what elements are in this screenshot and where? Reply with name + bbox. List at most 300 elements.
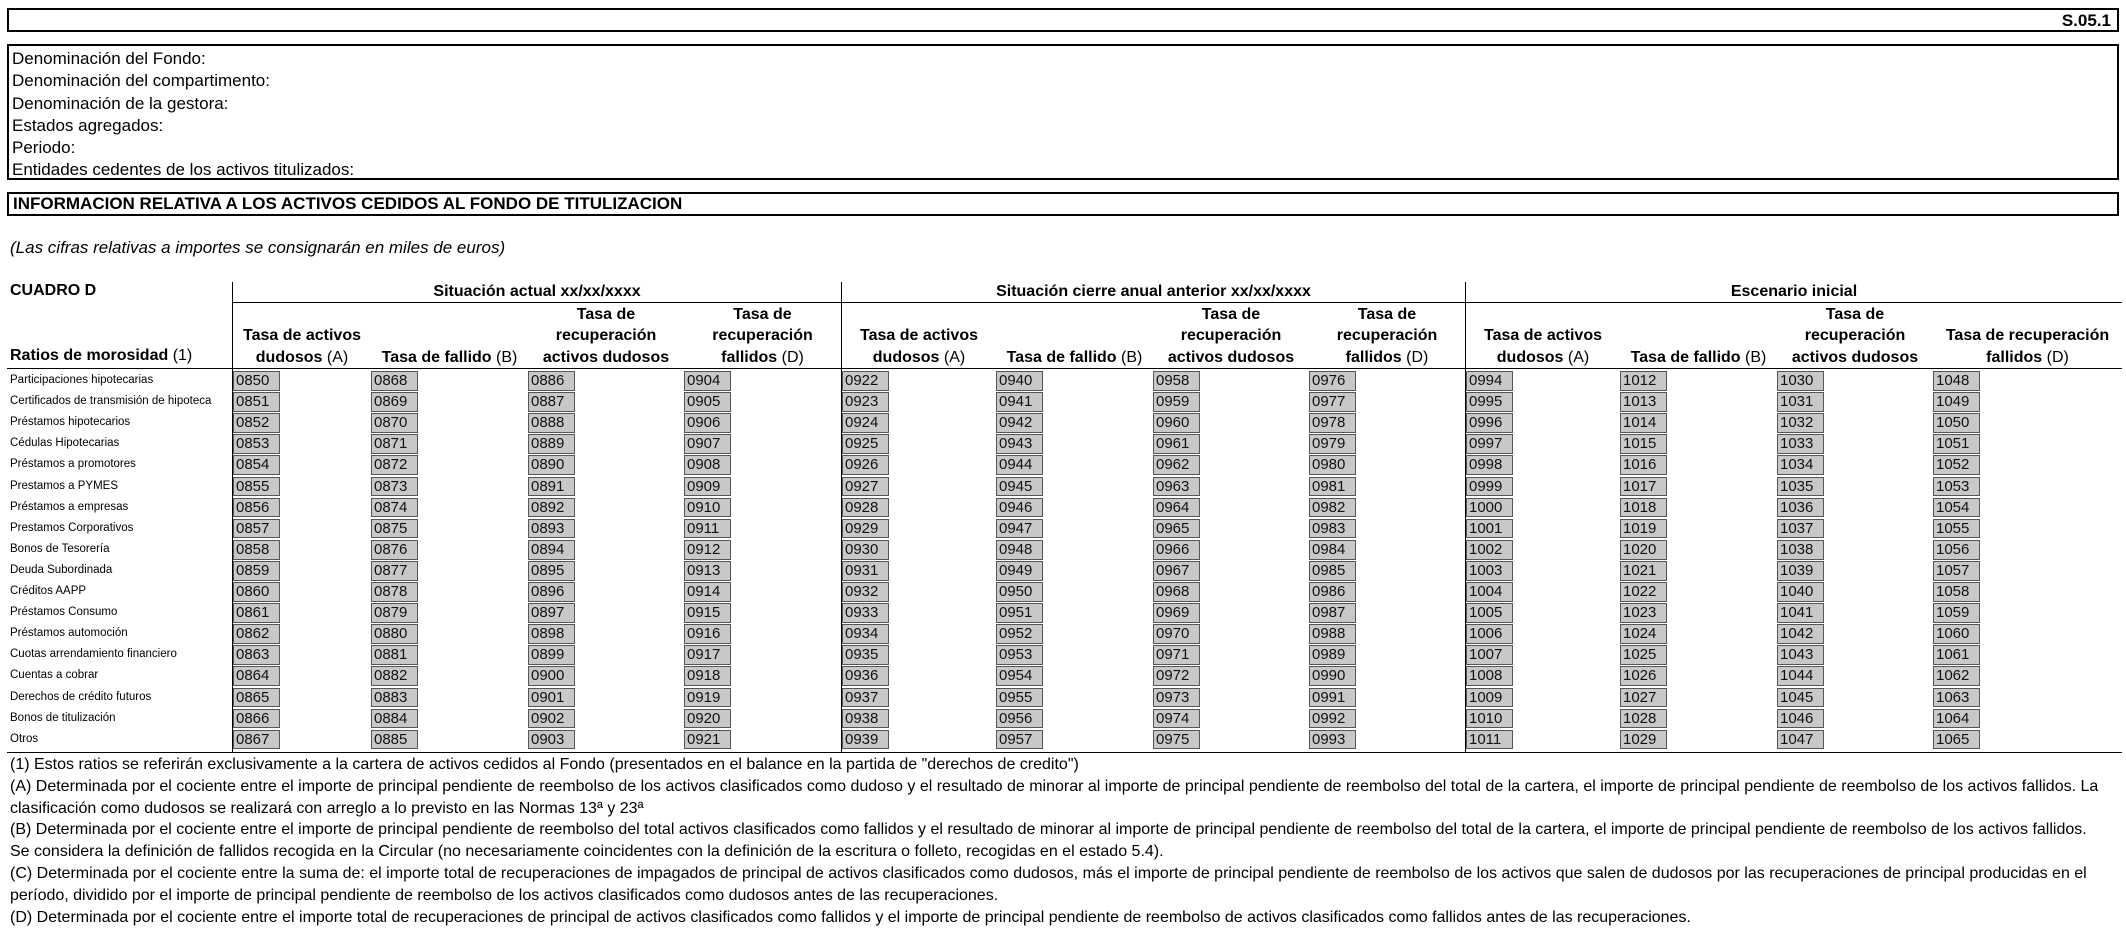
column-header bbox=[1153, 304, 1309, 369]
code-cell[interactable]: 0949 bbox=[996, 561, 1043, 581]
code-cell[interactable]: 0964 bbox=[1153, 498, 1200, 518]
code-cell[interactable]: 0945 bbox=[996, 477, 1043, 497]
column-header-line bbox=[371, 347, 528, 369]
code-cell[interactable]: 0951 bbox=[996, 603, 1043, 623]
code-cell[interactable]: 0892 bbox=[528, 498, 575, 518]
code-cell[interactable]: 0853 bbox=[233, 434, 280, 454]
code-cell[interactable]: 0989 bbox=[1309, 645, 1356, 665]
code-cell[interactable]: 0957 bbox=[996, 730, 1043, 750]
code-cell[interactable]: 1038 bbox=[1777, 540, 1824, 560]
code-cell[interactable]: 1041 bbox=[1777, 603, 1824, 623]
code-cell[interactable]: 0918 bbox=[684, 666, 731, 686]
code-cell[interactable]: 0865 bbox=[233, 688, 280, 708]
code-cell[interactable]: 0870 bbox=[371, 413, 418, 433]
code-cell[interactable]: 0889 bbox=[528, 434, 575, 454]
column-header-line: recuperación bbox=[555, 327, 657, 344]
code-cell[interactable]: 1029 bbox=[1620, 730, 1667, 750]
code-cell[interactable]: 0972 bbox=[1153, 666, 1200, 686]
code-cell[interactable]: 0891 bbox=[528, 477, 575, 497]
code-cell[interactable]: 0968 bbox=[1153, 582, 1200, 602]
code-cell[interactable]: 0860 bbox=[233, 582, 280, 602]
row-label: Derechos de crédito futuros bbox=[10, 690, 152, 703]
code-cell[interactable]: 1014 bbox=[1620, 413, 1667, 433]
code-cell[interactable]: 1049 bbox=[1933, 392, 1980, 412]
row-label: Cuotas arrendamiento financiero bbox=[10, 648, 177, 661]
code-cell[interactable]: 0996 bbox=[1466, 413, 1513, 433]
code-cell[interactable]: 0909 bbox=[684, 477, 731, 497]
footnote-a: (A) Determinada por el cociente entre el importe de principal pendiente de reembolso de los activos clasificados como dudoso y el resultado de minorar al importe de principal pendiente de reembolso del total de la cartera, el importe de principal pendiente de reembolso de los activos fallidos. La clasificación como dudosos se realizará con arreglo a lo previsto en las Normas 13ª y 23ª bbox=[10, 777, 2099, 817]
code-cell[interactable]: 0976 bbox=[1309, 371, 1356, 391]
code-cell[interactable]: 1017 bbox=[1620, 477, 1667, 497]
column-header-line bbox=[996, 347, 1153, 369]
column-header-line bbox=[1309, 347, 1465, 369]
code-cell[interactable]: 1022 bbox=[1620, 582, 1667, 602]
column-header-line bbox=[233, 347, 371, 369]
cuadro-label: CUADRO D bbox=[10, 282, 97, 299]
column-header-text: activos dudosos bbox=[542, 348, 670, 366]
column-header-ref: (D) bbox=[781, 348, 804, 366]
column-header-line: recuperación bbox=[1336, 327, 1438, 344]
code-cell[interactable]: 1023 bbox=[1620, 603, 1667, 623]
code-cell[interactable]: 1040 bbox=[1777, 582, 1824, 602]
code-cell[interactable]: 0874 bbox=[371, 498, 418, 518]
column-header bbox=[1777, 304, 1933, 369]
column-header-line: Tasa de bbox=[1357, 305, 1417, 323]
code-cell[interactable]: 1002 bbox=[1466, 540, 1513, 560]
code-cell[interactable]: 0979 bbox=[1309, 434, 1356, 454]
code-cell[interactable]: 1032 bbox=[1777, 413, 1824, 433]
column-header-line: recuperación bbox=[1180, 327, 1282, 344]
code-cell[interactable]: 1016 bbox=[1620, 455, 1667, 475]
code-cell[interactable]: 0998 bbox=[1466, 455, 1513, 475]
code-cell[interactable]: 0944 bbox=[996, 455, 1043, 475]
code-cell[interactable]: 1035 bbox=[1777, 477, 1824, 497]
code-cell[interactable]: 1004 bbox=[1466, 582, 1513, 602]
code-cell[interactable]: 0987 bbox=[1309, 603, 1356, 623]
section-title: INFORMACION RELATIVA A LOS ACTIVOS CEDIDOS AL FONDO DE TITULIZACION bbox=[7, 192, 2119, 216]
code-cell[interactable]: 0857 bbox=[233, 519, 280, 539]
code-cell[interactable]: 0921 bbox=[684, 730, 731, 750]
code-cell[interactable]: 0885 bbox=[371, 730, 418, 750]
code-cell[interactable]: 0999 bbox=[1466, 477, 1513, 497]
code-cell[interactable]: 1046 bbox=[1777, 709, 1824, 729]
code-cell[interactable]: 0859 bbox=[233, 561, 280, 581]
code-cell[interactable]: 0978 bbox=[1309, 413, 1356, 433]
code-cell[interactable]: 0988 bbox=[1309, 624, 1356, 644]
code-cell[interactable]: 1019 bbox=[1620, 519, 1667, 539]
form-code-box bbox=[7, 8, 2119, 32]
footnote-c: (C) Determinada por el cociente entre la suma de: el importe total de recuperaciones de impagados de principal de activos clasificados como dudosos, más el importe de principal pendiente de reembolso de los activos que salen de dudosos por las recuperaciones de principal producidas en el período, dividido por el importe de principal pendiente de reembolso de los activos clasificados como dudosos antes de las recuperaciones. bbox=[10, 864, 2087, 904]
code-cell[interactable]: 0905 bbox=[684, 392, 731, 412]
code-cell[interactable]: 1060 bbox=[1933, 624, 1980, 644]
info-compartment: Denominación del compartimento: bbox=[12, 71, 270, 91]
code-cell[interactable]: 0984 bbox=[1309, 540, 1356, 560]
column-header-ref: (B) bbox=[1121, 348, 1143, 366]
code-cell[interactable]: 0952 bbox=[996, 624, 1043, 644]
group-title-inicial: Escenario inicial bbox=[1730, 283, 1858, 300]
code-cell[interactable]: 0923 bbox=[842, 392, 889, 412]
code-cell[interactable]: 1020 bbox=[1620, 540, 1667, 560]
code-cell[interactable]: 0907 bbox=[684, 434, 731, 454]
code-cell[interactable]: 1051 bbox=[1933, 434, 1980, 454]
column-header-text: Tasa de fallido bbox=[381, 348, 492, 366]
code-cell[interactable]: 1043 bbox=[1777, 645, 1824, 665]
column-header-line: recuperación bbox=[712, 327, 813, 344]
code-cell[interactable]: 0912 bbox=[684, 540, 731, 560]
code-cell[interactable]: 1058 bbox=[1933, 582, 1980, 602]
column-header-text: fallidos bbox=[721, 348, 778, 366]
code-cell[interactable]: 1033 bbox=[1777, 434, 1824, 454]
column-header bbox=[842, 325, 996, 368]
code-cell[interactable]: 0852 bbox=[233, 413, 280, 433]
code-cell[interactable]: 0880 bbox=[371, 624, 418, 644]
code-cell[interactable]: 1062 bbox=[1933, 666, 1980, 686]
column-header-text: Tasa de fallido bbox=[1630, 348, 1741, 366]
column-header-text: Tasa de fallido bbox=[1006, 348, 1117, 366]
code-cell[interactable]: 1028 bbox=[1620, 709, 1667, 729]
code-cell[interactable]: 1056 bbox=[1933, 540, 1980, 560]
amounts-note: (Las cifras relativas a importes se consignarán en miles de euros) bbox=[10, 238, 506, 257]
column-header-line bbox=[684, 347, 841, 369]
column-header bbox=[996, 347, 1153, 369]
code-cell[interactable]: 0915 bbox=[684, 603, 731, 623]
code-cell[interactable]: 0924 bbox=[842, 413, 889, 433]
code-cell[interactable]: 0943 bbox=[996, 434, 1043, 454]
row-label: Bonos de titulización bbox=[10, 711, 116, 724]
code-cell[interactable]: 0911 bbox=[684, 519, 731, 539]
column-header bbox=[1933, 325, 2122, 368]
code-cell[interactable]: 0950 bbox=[996, 582, 1043, 602]
column-header-line: Tasa de bbox=[1201, 305, 1261, 323]
code-cell[interactable]: 0903 bbox=[528, 730, 575, 750]
code-cell[interactable]: 0917 bbox=[684, 645, 731, 665]
row-label: Préstamos a empresas bbox=[10, 500, 129, 513]
code-cell[interactable]: 1057 bbox=[1933, 561, 1980, 581]
info-manager: Denominación de la gestora: bbox=[12, 93, 229, 113]
column-header-line bbox=[1620, 347, 1777, 369]
code-cell[interactable]: 0962 bbox=[1153, 455, 1200, 475]
code-cell[interactable]: 0969 bbox=[1153, 603, 1200, 623]
code-cell[interactable]: 1055 bbox=[1933, 519, 1980, 539]
code-cell[interactable]: 0963 bbox=[1153, 477, 1200, 497]
column-header-text: dudosos bbox=[255, 348, 323, 366]
code-cell[interactable]: 1025 bbox=[1620, 645, 1667, 665]
code-cell[interactable]: 1021 bbox=[1620, 561, 1667, 581]
form-code: S.05.1 bbox=[2061, 11, 2111, 30]
code-cell[interactable]: 0938 bbox=[842, 709, 889, 729]
code-cell[interactable]: 1064 bbox=[1933, 709, 1980, 729]
info-fund-name: Denominación del Fondo: bbox=[12, 49, 206, 68]
column-header-line: Tasa de activos bbox=[243, 327, 361, 344]
row-label: Participaciones hipotecarias bbox=[10, 374, 154, 386]
code-cell[interactable]: 0942 bbox=[996, 413, 1043, 433]
code-cell[interactable]: 0939 bbox=[842, 730, 889, 750]
code-cell[interactable]: 0994 bbox=[1466, 371, 1513, 391]
code-cell[interactable]: 0920 bbox=[684, 709, 731, 729]
row-label: Préstamos a promotores bbox=[10, 458, 136, 471]
code-cell[interactable]: 0954 bbox=[996, 666, 1043, 686]
code-cell[interactable]: 0898 bbox=[528, 624, 575, 644]
code-cell[interactable]: 0960 bbox=[1153, 413, 1200, 433]
code-cell[interactable]: 0899 bbox=[528, 645, 575, 665]
code-cell[interactable]: 1003 bbox=[1466, 561, 1513, 581]
code-cell[interactable]: 0922 bbox=[842, 371, 889, 391]
code-cell[interactable]: 0947 bbox=[996, 519, 1043, 539]
code-cell[interactable]: 0932 bbox=[842, 582, 889, 602]
column-header-line bbox=[1153, 347, 1309, 369]
code-cell[interactable]: 0896 bbox=[528, 582, 575, 602]
code-cell[interactable]: 1065 bbox=[1933, 730, 1980, 750]
row-label: Préstamos Consumo bbox=[10, 606, 118, 619]
code-cell[interactable]: 0934 bbox=[842, 624, 889, 644]
code-cell[interactable]: 0910 bbox=[684, 498, 731, 518]
column-header-text: activos dudosos bbox=[1791, 348, 1919, 366]
column-header bbox=[1620, 347, 1777, 369]
code-cell[interactable]: 0926 bbox=[842, 455, 889, 475]
code-cell[interactable]: 0961 bbox=[1153, 434, 1200, 454]
code-cell[interactable]: 1061 bbox=[1933, 645, 1980, 665]
code-cell[interactable]: 0897 bbox=[528, 603, 575, 623]
code-cell[interactable]: 0956 bbox=[996, 709, 1043, 729]
code-cell[interactable]: 1034 bbox=[1777, 455, 1824, 475]
row-label: Préstamos hipotecarios bbox=[10, 416, 131, 429]
code-cell[interactable]: 0967 bbox=[1153, 561, 1200, 581]
code-cell[interactable]: 0893 bbox=[528, 519, 575, 539]
code-cell[interactable]: 1052 bbox=[1933, 455, 1980, 475]
column-header-line: Tasa de bbox=[576, 305, 636, 323]
code-cell[interactable]: 1036 bbox=[1777, 498, 1824, 518]
row-label: Certificados de transmisión de hipoteca bbox=[10, 395, 212, 408]
code-cell[interactable]: 1027 bbox=[1620, 688, 1667, 708]
column-header-line: Tasa de bbox=[733, 305, 792, 323]
code-cell[interactable]: 1012 bbox=[1620, 371, 1667, 391]
column-header-line: Tasa de recuperación bbox=[1945, 327, 2110, 344]
code-cell[interactable]: 0937 bbox=[842, 688, 889, 708]
code-cell[interactable]: 1047 bbox=[1777, 730, 1824, 750]
code-cell[interactable]: 0906 bbox=[684, 413, 731, 433]
code-cell[interactable]: 0881 bbox=[371, 645, 418, 665]
code-cell[interactable]: 0876 bbox=[371, 540, 418, 560]
code-cell[interactable]: 0887 bbox=[528, 392, 575, 412]
code-cell[interactable]: 0919 bbox=[684, 688, 731, 708]
code-cell[interactable]: 0890 bbox=[528, 455, 575, 475]
column-header-ref: (A) bbox=[1567, 348, 1590, 366]
code-cell[interactable]: 0990 bbox=[1309, 666, 1356, 686]
code-cell[interactable]: 0866 bbox=[233, 709, 280, 729]
code-cell[interactable]: 1050 bbox=[1933, 413, 1980, 433]
code-cell[interactable]: 0850 bbox=[233, 371, 280, 391]
column-header bbox=[528, 304, 684, 369]
code-cell[interactable]: 0970 bbox=[1153, 624, 1200, 644]
code-cell[interactable]: 1000 bbox=[1466, 498, 1513, 518]
row-label: Cuentas a cobrar bbox=[10, 669, 99, 682]
group-title-anterior: Situación cierre anual anterior xx/xx/xxxx bbox=[996, 283, 1311, 300]
code-cell[interactable]: 0856 bbox=[233, 498, 280, 518]
code-cell[interactable]: 1015 bbox=[1620, 434, 1667, 454]
code-cell[interactable]: 0901 bbox=[528, 688, 575, 708]
code-cell[interactable]: 0886 bbox=[528, 371, 575, 391]
code-cell[interactable]: 1063 bbox=[1933, 688, 1980, 708]
code-cell[interactable]: 0995 bbox=[1466, 392, 1513, 412]
header-underline bbox=[7, 368, 2122, 369]
code-cell[interactable]: 0877 bbox=[371, 561, 418, 581]
code-cell[interactable]: 1009 bbox=[1466, 688, 1513, 708]
code-cell[interactable]: 0930 bbox=[842, 540, 889, 560]
code-cell[interactable]: 1026 bbox=[1620, 666, 1667, 686]
code-cell[interactable]: 1045 bbox=[1777, 688, 1824, 708]
code-cell[interactable]: 0888 bbox=[528, 413, 575, 433]
code-cell[interactable]: 1054 bbox=[1933, 498, 1980, 518]
code-cell[interactable]: 0927 bbox=[842, 477, 889, 497]
code-cell[interactable]: 1030 bbox=[1777, 371, 1824, 391]
code-cell[interactable]: 1059 bbox=[1933, 603, 1980, 623]
code-cell[interactable]: 0904 bbox=[684, 371, 731, 391]
code-cell[interactable]: 0973 bbox=[1153, 688, 1200, 708]
code-cell[interactable]: 1005 bbox=[1466, 603, 1513, 623]
code-cell[interactable]: 0878 bbox=[371, 582, 418, 602]
column-header bbox=[1466, 325, 1620, 368]
ratios-label-text: Ratios de morosidad bbox=[10, 347, 169, 364]
code-cell[interactable]: 0882 bbox=[371, 666, 418, 686]
code-cell[interactable]: 0914 bbox=[684, 582, 731, 602]
code-cell[interactable]: 0997 bbox=[1466, 434, 1513, 454]
code-cell[interactable]: 0873 bbox=[371, 477, 418, 497]
code-cell[interactable]: 0864 bbox=[233, 666, 280, 686]
code-cell[interactable]: 0936 bbox=[842, 666, 889, 686]
code-cell[interactable]: 1053 bbox=[1933, 477, 1980, 497]
code-cell[interactable]: 1006 bbox=[1466, 624, 1513, 644]
code-cell[interactable]: 0983 bbox=[1309, 519, 1356, 539]
column-header-ref: (B) bbox=[1745, 348, 1767, 366]
code-cell[interactable]: 0985 bbox=[1309, 561, 1356, 581]
column-header-line bbox=[1466, 347, 1620, 369]
column-header-text: dudosos bbox=[872, 348, 940, 366]
code-cell[interactable]: 1018 bbox=[1620, 498, 1667, 518]
code-cell[interactable]: 0981 bbox=[1309, 477, 1356, 497]
column-header-ref: (D) bbox=[1406, 348, 1429, 366]
code-cell[interactable]: 1011 bbox=[1466, 730, 1513, 750]
code-cell[interactable]: 1008 bbox=[1466, 666, 1513, 686]
row-label: Prestamos Corporativos bbox=[10, 521, 134, 534]
code-cell[interactable]: 0958 bbox=[1153, 371, 1200, 391]
code-cell[interactable]: 0884 bbox=[371, 709, 418, 729]
code-cell[interactable]: 0916 bbox=[684, 624, 731, 644]
column-header-line bbox=[842, 347, 996, 369]
code-cell[interactable]: 1037 bbox=[1777, 519, 1824, 539]
code-cell[interactable]: 0868 bbox=[371, 371, 418, 391]
code-cell[interactable]: 0863 bbox=[233, 645, 280, 665]
code-cell[interactable]: 0854 bbox=[233, 455, 280, 475]
column-header-text: activos dudosos bbox=[1167, 348, 1295, 366]
column-header-ref: (D) bbox=[2046, 348, 2069, 366]
column-header-line bbox=[528, 347, 684, 369]
column-header-line: Tasa de activos bbox=[860, 327, 978, 344]
column-header bbox=[684, 304, 841, 369]
code-cell[interactable]: 0946 bbox=[996, 498, 1043, 518]
code-cell[interactable]: 0872 bbox=[371, 455, 418, 475]
code-cell[interactable]: 0986 bbox=[1309, 582, 1356, 602]
code-cell[interactable]: 1007 bbox=[1466, 645, 1513, 665]
code-cell[interactable]: 1042 bbox=[1777, 624, 1824, 644]
code-cell[interactable]: 0871 bbox=[371, 434, 418, 454]
column-header-ref: (A) bbox=[943, 348, 966, 366]
group-title-actual: Situación actual xx/xx/xxxx bbox=[433, 283, 641, 300]
code-cell[interactable]: 0965 bbox=[1153, 519, 1200, 539]
code-cell[interactable]: 0980 bbox=[1309, 455, 1356, 475]
code-cell[interactable]: 0948 bbox=[996, 540, 1043, 560]
code-cell[interactable]: 0894 bbox=[528, 540, 575, 560]
code-cell[interactable]: 0862 bbox=[233, 624, 280, 644]
code-cell[interactable]: 1044 bbox=[1777, 666, 1824, 686]
code-cell[interactable]: 0931 bbox=[842, 561, 889, 581]
code-cell[interactable]: 0974 bbox=[1153, 709, 1200, 729]
code-cell[interactable]: 0851 bbox=[233, 392, 280, 412]
column-header-line: Tasa de bbox=[1825, 305, 1885, 323]
code-cell[interactable]: 0993 bbox=[1309, 730, 1356, 750]
column-header bbox=[233, 325, 371, 368]
code-cell[interactable]: 0933 bbox=[842, 603, 889, 623]
code-cell[interactable]: 1010 bbox=[1466, 709, 1513, 729]
code-cell[interactable]: 1031 bbox=[1777, 392, 1824, 412]
code-cell[interactable]: 0971 bbox=[1153, 645, 1200, 665]
code-cell[interactable]: 0940 bbox=[996, 371, 1043, 391]
footnotes bbox=[10, 754, 2110, 928]
code-cell[interactable]: 0883 bbox=[371, 688, 418, 708]
row-label: Créditos AAPP bbox=[10, 585, 87, 597]
code-cell[interactable]: 0925 bbox=[842, 434, 889, 454]
column-header-line: Tasa de activos bbox=[1484, 327, 1602, 344]
code-cell[interactable]: 0953 bbox=[996, 645, 1043, 665]
code-cell[interactable]: 1013 bbox=[1620, 392, 1667, 412]
row-label: Bonos de Tesorería bbox=[10, 542, 110, 555]
row-label: Deuda Subordinada bbox=[10, 563, 113, 576]
code-cell[interactable]: 0928 bbox=[842, 498, 889, 518]
code-cell[interactable]: 0879 bbox=[371, 603, 418, 623]
code-cell[interactable]: 1048 bbox=[1933, 371, 1980, 391]
code-cell[interactable]: 0935 bbox=[842, 645, 889, 665]
code-cell[interactable]: 0992 bbox=[1309, 709, 1356, 729]
code-cell[interactable]: 0875 bbox=[371, 519, 418, 539]
code-cell[interactable]: 1024 bbox=[1620, 624, 1667, 644]
code-cell[interactable]: 0902 bbox=[528, 709, 575, 729]
column-header-ref: (B) bbox=[496, 348, 518, 366]
code-cell[interactable]: 0941 bbox=[996, 392, 1043, 412]
code-cell[interactable]: 0966 bbox=[1153, 540, 1200, 560]
code-cell[interactable]: 0900 bbox=[528, 666, 575, 686]
row-label: Cédulas Hipotecarias bbox=[10, 437, 120, 450]
info-aggregated: Estados agregados: bbox=[12, 115, 164, 135]
code-cell[interactable]: 0913 bbox=[684, 561, 731, 581]
code-cell[interactable]: 0959 bbox=[1153, 392, 1200, 412]
code-cell[interactable]: 0929 bbox=[842, 519, 889, 539]
code-cell[interactable]: 0955 bbox=[996, 688, 1043, 708]
code-cell[interactable]: 0991 bbox=[1309, 688, 1356, 708]
code-cell[interactable]: 0869 bbox=[371, 392, 418, 412]
code-cell[interactable]: 0908 bbox=[684, 455, 731, 475]
code-cell[interactable]: 0858 bbox=[233, 540, 280, 560]
code-cell[interactable]: 0855 bbox=[233, 477, 280, 497]
code-cell[interactable]: 0977 bbox=[1309, 392, 1356, 412]
code-cell[interactable]: 0895 bbox=[528, 561, 575, 581]
code-cell[interactable]: 0861 bbox=[233, 603, 280, 623]
code-cell[interactable]: 0975 bbox=[1153, 730, 1200, 750]
code-cell[interactable]: 1001 bbox=[1466, 519, 1513, 539]
code-cell[interactable]: 1039 bbox=[1777, 561, 1824, 581]
code-cell[interactable]: 0867 bbox=[233, 730, 280, 750]
table-bottom-line bbox=[7, 752, 2122, 753]
code-cell[interactable]: 0982 bbox=[1309, 498, 1356, 518]
footnote-b: (B) Determinada por el cociente entre el importe de principal pendiente de reembolso del total activos clasificados como fallidos y el resultado de minorar al importe de principal pendiente de reembolso del total de la cartera, el importe de principal pendiente de reembolso de los activos fallidos. Se considera la definición de fallidos recogida en la Circular (no necesariamente coincidentes con la definición de la escritura o folleto, recogidas en el estado 5.4). bbox=[10, 821, 2087, 861]
